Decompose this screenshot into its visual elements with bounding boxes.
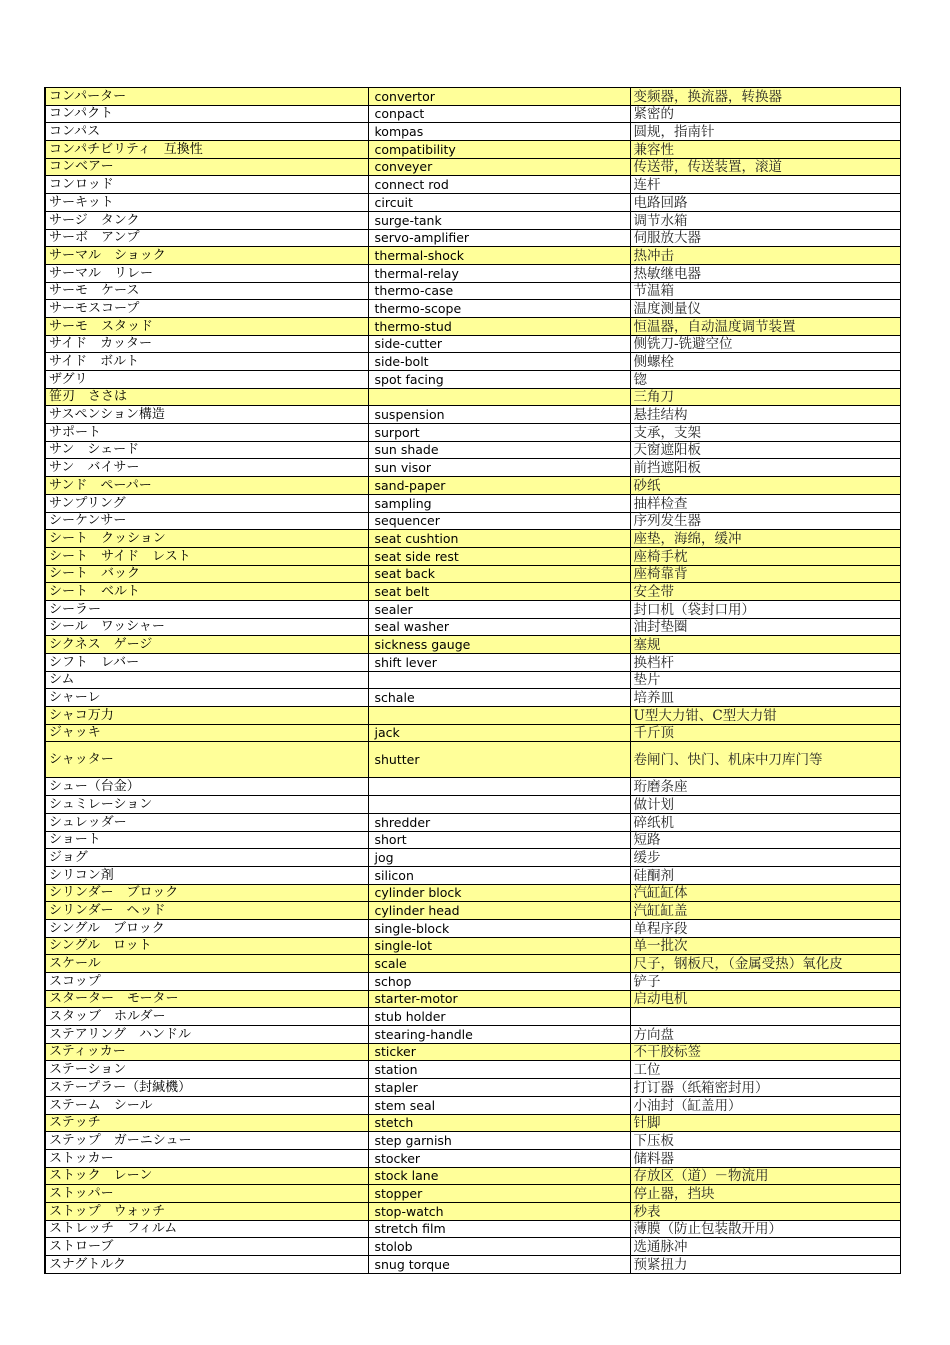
chinese-term-cell: 恒温器，自动温度调节装置 bbox=[630, 317, 900, 335]
table-row bbox=[45, 424, 900, 442]
table-row bbox=[45, 388, 900, 406]
japanese-term-cell: シリンダー ヘッド bbox=[45, 902, 368, 920]
chinese-term-cell: 前挡遮阳板 bbox=[630, 459, 900, 477]
table-row bbox=[45, 1114, 900, 1132]
english-term-cell: single-lot bbox=[368, 937, 630, 955]
chinese-term-cell: 油封垫圈 bbox=[630, 618, 900, 636]
english-term-cell: thermo-case bbox=[368, 282, 630, 300]
english-term-cell bbox=[368, 707, 630, 725]
japanese-term-cell: シュー（台金） bbox=[45, 778, 368, 796]
english-term-cell: jog bbox=[368, 849, 630, 867]
english-term-cell: spot facing bbox=[368, 371, 630, 389]
japanese-term-cell: コンベアー bbox=[45, 158, 368, 176]
chinese-term-cell: 紧密的 bbox=[630, 105, 900, 123]
english-term-cell: kompas bbox=[368, 123, 630, 141]
table-row bbox=[45, 1061, 900, 1079]
table-row bbox=[45, 371, 900, 389]
english-term-cell: sticker bbox=[368, 1043, 630, 1061]
chinese-term-cell: 预紧扭力 bbox=[630, 1256, 900, 1274]
chinese-term-cell bbox=[630, 1008, 900, 1026]
english-term-cell: stretch film bbox=[368, 1220, 630, 1238]
english-term-cell: stub holder bbox=[368, 1008, 630, 1026]
table-row bbox=[45, 955, 900, 973]
japanese-term-cell: スタッブ ホルダー bbox=[45, 1008, 368, 1026]
table-row bbox=[45, 176, 900, 194]
english-term-cell: suspension bbox=[368, 406, 630, 424]
chinese-term-cell: 方向盘 bbox=[630, 1026, 900, 1044]
japanese-term-cell: サーキット bbox=[45, 194, 368, 212]
chinese-term-cell: 兼容性 bbox=[630, 141, 900, 159]
chinese-term-cell: 座垫，海绵，缓冲 bbox=[630, 530, 900, 548]
chinese-term-cell: 工位 bbox=[630, 1061, 900, 1079]
english-term-cell: shift lever bbox=[368, 654, 630, 672]
chinese-term-cell: U型大力钳、C型大力钳 bbox=[630, 707, 900, 725]
english-term-cell: stopper bbox=[368, 1185, 630, 1203]
chinese-term-cell: 汽缸缸体 bbox=[630, 884, 900, 902]
japanese-term-cell: コンパーター bbox=[45, 88, 368, 106]
table-row bbox=[45, 724, 900, 742]
english-term-cell: thermal-shock bbox=[368, 247, 630, 265]
english-term-cell: conveyer bbox=[368, 158, 630, 176]
chinese-term-cell: 打订器（纸箱密封用） bbox=[630, 1079, 900, 1097]
english-term-cell: stop-watch bbox=[368, 1202, 630, 1220]
table-row bbox=[45, 1167, 900, 1185]
chinese-term-cell: 热冲击 bbox=[630, 247, 900, 265]
japanese-term-cell: サーマル リレー bbox=[45, 264, 368, 282]
japanese-term-cell: サン バイサー bbox=[45, 459, 368, 477]
english-term-cell: stocker bbox=[368, 1149, 630, 1167]
english-term-cell: surge-tank bbox=[368, 211, 630, 229]
english-term-cell bbox=[368, 796, 630, 814]
japanese-term-cell: ステッチ bbox=[45, 1114, 368, 1132]
japanese-term-cell: シャーレ bbox=[45, 689, 368, 707]
table-row bbox=[45, 406, 900, 424]
japanese-term-cell: スティッカー bbox=[45, 1043, 368, 1061]
table-row bbox=[45, 512, 900, 530]
table-row bbox=[45, 229, 900, 247]
japanese-term-cell: ショート bbox=[45, 831, 368, 849]
english-term-cell: sun visor bbox=[368, 459, 630, 477]
japanese-term-cell: シール ワッシャー bbox=[45, 618, 368, 636]
chinese-term-cell: 储料器 bbox=[630, 1149, 900, 1167]
chinese-term-cell: 节温箱 bbox=[630, 282, 900, 300]
chinese-term-cell: 珩磨条座 bbox=[630, 778, 900, 796]
japanese-term-cell: コンパス bbox=[45, 123, 368, 141]
japanese-term-cell: スナグトルク bbox=[45, 1256, 368, 1274]
table-row bbox=[45, 1185, 900, 1203]
japanese-term-cell: サイド ボルト bbox=[45, 353, 368, 371]
chinese-term-cell: 卷闸门、快门、机床中刀库门等 bbox=[630, 742, 900, 778]
japanese-term-cell: サーモ ケース bbox=[45, 282, 368, 300]
chinese-term-cell: 调节水箱 bbox=[630, 211, 900, 229]
english-term-cell: circuit bbox=[368, 194, 630, 212]
japanese-term-cell: シート サイド レスト bbox=[45, 547, 368, 565]
table-row bbox=[45, 317, 900, 335]
table-row bbox=[45, 866, 900, 884]
table-row bbox=[45, 1026, 900, 1044]
chinese-term-cell: 存放区（道）－物流用 bbox=[630, 1167, 900, 1185]
english-term-cell: cylinder head bbox=[368, 902, 630, 920]
japanese-term-cell: サーモスコープ bbox=[45, 300, 368, 318]
japanese-term-cell: ステープラー（封緘機） bbox=[45, 1079, 368, 1097]
table-row bbox=[45, 600, 900, 618]
english-term-cell: seal washer bbox=[368, 618, 630, 636]
chinese-term-cell: 停止器，挡块 bbox=[630, 1185, 900, 1203]
english-term-cell: conpact bbox=[368, 105, 630, 123]
chinese-term-cell: 天窗遮阳板 bbox=[630, 441, 900, 459]
japanese-term-cell: サーマル ショック bbox=[45, 247, 368, 265]
japanese-term-cell: サンプリング bbox=[45, 494, 368, 512]
english-term-cell: compatibility bbox=[368, 141, 630, 159]
chinese-term-cell: 针脚 bbox=[630, 1114, 900, 1132]
english-term-cell: sand-paper bbox=[368, 477, 630, 495]
table-row bbox=[45, 494, 900, 512]
japanese-term-cell: スコップ bbox=[45, 973, 368, 991]
table-row bbox=[45, 353, 900, 371]
english-term-cell bbox=[368, 778, 630, 796]
chinese-term-cell: 三角刀 bbox=[630, 388, 900, 406]
chinese-term-cell: 侧铣刀-铣避空位 bbox=[630, 335, 900, 353]
japanese-term-cell: ストッカー bbox=[45, 1149, 368, 1167]
chinese-term-cell: 换档杆 bbox=[630, 654, 900, 672]
english-term-cell: shutter bbox=[368, 742, 630, 778]
english-term-cell: sickness gauge bbox=[368, 636, 630, 654]
chinese-term-cell: 座椅手枕 bbox=[630, 547, 900, 565]
table-row bbox=[45, 1043, 900, 1061]
english-term-cell: stem seal bbox=[368, 1096, 630, 1114]
english-term-cell: jack bbox=[368, 724, 630, 742]
table-row bbox=[45, 530, 900, 548]
table-row bbox=[45, 335, 900, 353]
english-term-cell: single-block bbox=[368, 919, 630, 937]
chinese-term-cell: 短路 bbox=[630, 831, 900, 849]
chinese-term-cell: 缓步 bbox=[630, 849, 900, 867]
table-row bbox=[45, 247, 900, 265]
english-term-cell: thermo-stud bbox=[368, 317, 630, 335]
english-term-cell: stolob bbox=[368, 1238, 630, 1256]
table-row bbox=[45, 742, 900, 778]
chinese-term-cell: 圆规，指南针 bbox=[630, 123, 900, 141]
table-row bbox=[45, 1079, 900, 1097]
table-row bbox=[45, 211, 900, 229]
table-row bbox=[45, 919, 900, 937]
japanese-term-cell: サーボ アンプ bbox=[45, 229, 368, 247]
chinese-term-cell: 变频器，换流器，转换器 bbox=[630, 88, 900, 106]
table-row bbox=[45, 1149, 900, 1167]
english-term-cell: side-bolt bbox=[368, 353, 630, 371]
table-row bbox=[45, 300, 900, 318]
japanese-term-cell: コンパクト bbox=[45, 105, 368, 123]
japanese-term-cell: シクネス ゲージ bbox=[45, 636, 368, 654]
table-row bbox=[45, 88, 900, 106]
chinese-term-cell: 序列发生器 bbox=[630, 512, 900, 530]
table-row bbox=[45, 123, 900, 141]
english-term-cell: thermal-relay bbox=[368, 264, 630, 282]
table-row bbox=[45, 547, 900, 565]
english-term-cell: snug torque bbox=[368, 1256, 630, 1274]
japanese-term-cell: ストック レーン bbox=[45, 1167, 368, 1185]
chinese-term-cell: 薄膜（防止包装散开用） bbox=[630, 1220, 900, 1238]
english-term-cell: sequencer bbox=[368, 512, 630, 530]
table-row bbox=[45, 831, 900, 849]
chinese-term-cell: 热敏继电器 bbox=[630, 264, 900, 282]
japanese-term-cell: シーラー bbox=[45, 600, 368, 618]
chinese-term-cell: 塞规 bbox=[630, 636, 900, 654]
table-row bbox=[45, 1256, 900, 1274]
english-term-cell: station bbox=[368, 1061, 630, 1079]
english-term-cell: seat belt bbox=[368, 583, 630, 601]
english-term-cell: scale bbox=[368, 955, 630, 973]
table-row bbox=[45, 105, 900, 123]
english-term-cell: stetch bbox=[368, 1114, 630, 1132]
japanese-term-cell: ストローブ bbox=[45, 1238, 368, 1256]
table-row bbox=[45, 477, 900, 495]
table-row bbox=[45, 902, 900, 920]
table-row bbox=[45, 158, 900, 176]
chinese-term-cell: 小油封（缸盖用） bbox=[630, 1096, 900, 1114]
japanese-term-cell: ステーム シール bbox=[45, 1096, 368, 1114]
japanese-term-cell: シート クッション bbox=[45, 530, 368, 548]
table-row bbox=[45, 459, 900, 477]
chinese-term-cell: 支承，支架 bbox=[630, 424, 900, 442]
english-term-cell: shredder bbox=[368, 813, 630, 831]
japanese-term-cell: シングル ロット bbox=[45, 937, 368, 955]
english-term-cell: schop bbox=[368, 973, 630, 991]
chinese-term-cell: 做计划 bbox=[630, 796, 900, 814]
chinese-term-cell: 铲子 bbox=[630, 973, 900, 991]
chinese-term-cell: 单程序段 bbox=[630, 919, 900, 937]
table-row bbox=[45, 671, 900, 689]
japanese-term-cell: シングル ブロック bbox=[45, 919, 368, 937]
table-row bbox=[45, 1132, 900, 1150]
japanese-term-cell: ステアリング ハンドル bbox=[45, 1026, 368, 1044]
chinese-term-cell: 汽缸缸盖 bbox=[630, 902, 900, 920]
japanese-term-cell: スターター モーター bbox=[45, 990, 368, 1008]
chinese-term-cell: 下压板 bbox=[630, 1132, 900, 1150]
table-row bbox=[45, 707, 900, 725]
table-row bbox=[45, 849, 900, 867]
japanese-term-cell: サイド カッター bbox=[45, 335, 368, 353]
japanese-term-cell: スケール bbox=[45, 955, 368, 973]
japanese-term-cell: シュレッダー bbox=[45, 813, 368, 831]
chinese-term-cell: 硅酮剂 bbox=[630, 866, 900, 884]
english-term-cell: sun shade bbox=[368, 441, 630, 459]
glossary-body bbox=[45, 88, 900, 1274]
table-row bbox=[45, 654, 900, 672]
chinese-term-cell: 连杆 bbox=[630, 176, 900, 194]
english-term-cell: starter-motor bbox=[368, 990, 630, 1008]
table-row bbox=[45, 689, 900, 707]
english-term-cell: seat cushtion bbox=[368, 530, 630, 548]
chinese-term-cell: 尺子，钢板尺，（金属受热）氧化皮 bbox=[630, 955, 900, 973]
japanese-term-cell: ステーション bbox=[45, 1061, 368, 1079]
chinese-term-cell: 座椅靠背 bbox=[630, 565, 900, 583]
english-term-cell: cylinder block bbox=[368, 884, 630, 902]
japanese-term-cell: サージ タンク bbox=[45, 211, 368, 229]
chinese-term-cell: 碎纸机 bbox=[630, 813, 900, 831]
table-row bbox=[45, 796, 900, 814]
table-row bbox=[45, 973, 900, 991]
japanese-term-cell: サポート bbox=[45, 424, 368, 442]
chinese-term-cell: 安全带 bbox=[630, 583, 900, 601]
english-term-cell: connect rod bbox=[368, 176, 630, 194]
chinese-term-cell: 封口机（袋封口用） bbox=[630, 600, 900, 618]
chinese-term-cell: 启动电机 bbox=[630, 990, 900, 1008]
english-term-cell: stock lane bbox=[368, 1167, 630, 1185]
chinese-term-cell: 锪 bbox=[630, 371, 900, 389]
table-row bbox=[45, 1238, 900, 1256]
table-row bbox=[45, 1202, 900, 1220]
japanese-term-cell: サスペンション構造 bbox=[45, 406, 368, 424]
table-row bbox=[45, 441, 900, 459]
chinese-term-cell: 垫片 bbox=[630, 671, 900, 689]
chinese-term-cell: 侧螺栓 bbox=[630, 353, 900, 371]
japanese-term-cell: ストッパー bbox=[45, 1185, 368, 1203]
table-row bbox=[45, 990, 900, 1008]
japanese-term-cell: サンド ペーパー bbox=[45, 477, 368, 495]
glossary-table bbox=[44, 87, 901, 1274]
table-row bbox=[45, 583, 900, 601]
english-term-cell: side-cutter bbox=[368, 335, 630, 353]
english-term-cell: sealer bbox=[368, 600, 630, 618]
japanese-term-cell: シャッター bbox=[45, 742, 368, 778]
japanese-term-cell: シリコン剤 bbox=[45, 866, 368, 884]
table-row bbox=[45, 1220, 900, 1238]
japanese-term-cell: シム bbox=[45, 671, 368, 689]
chinese-term-cell: 砂纸 bbox=[630, 477, 900, 495]
japanese-term-cell: シーケンサー bbox=[45, 512, 368, 530]
table-row bbox=[45, 636, 900, 654]
japanese-term-cell: シリンダー ブロック bbox=[45, 884, 368, 902]
english-term-cell bbox=[368, 388, 630, 406]
english-term-cell: stapler bbox=[368, 1079, 630, 1097]
table-row bbox=[45, 194, 900, 212]
table-row bbox=[45, 884, 900, 902]
chinese-term-cell: 选通脉冲 bbox=[630, 1238, 900, 1256]
chinese-term-cell: 培养皿 bbox=[630, 689, 900, 707]
english-term-cell: schale bbox=[368, 689, 630, 707]
japanese-term-cell: ジャッキ bbox=[45, 724, 368, 742]
japanese-term-cell: ストップ ウォッチ bbox=[45, 1202, 368, 1220]
chinese-term-cell: 悬挂结构 bbox=[630, 406, 900, 424]
english-term-cell: short bbox=[368, 831, 630, 849]
english-term-cell: stearing-handle bbox=[368, 1026, 630, 1044]
table-row bbox=[45, 618, 900, 636]
japanese-term-cell: 笹刃 ささは bbox=[45, 388, 368, 406]
english-term-cell: step garnish bbox=[368, 1132, 630, 1150]
chinese-term-cell: 不干胶标签 bbox=[630, 1043, 900, 1061]
english-term-cell bbox=[368, 671, 630, 689]
english-term-cell: silicon bbox=[368, 866, 630, 884]
japanese-term-cell: ジョグ bbox=[45, 849, 368, 867]
japanese-term-cell: シート バック bbox=[45, 565, 368, 583]
table-row bbox=[45, 937, 900, 955]
english-term-cell: convertor bbox=[368, 88, 630, 106]
chinese-term-cell: 电路回路 bbox=[630, 194, 900, 212]
chinese-term-cell: 秒表 bbox=[630, 1202, 900, 1220]
english-term-cell: thermo-scope bbox=[368, 300, 630, 318]
table-row bbox=[45, 1096, 900, 1114]
english-term-cell: sampling bbox=[368, 494, 630, 512]
table-row bbox=[45, 813, 900, 831]
japanese-term-cell: ザグリ bbox=[45, 371, 368, 389]
chinese-term-cell: 单一批次 bbox=[630, 937, 900, 955]
english-term-cell: seat back bbox=[368, 565, 630, 583]
japanese-term-cell: ストレッチ フィルム bbox=[45, 1220, 368, 1238]
japanese-term-cell: コンパチビリティ 互換性 bbox=[45, 141, 368, 159]
japanese-term-cell: シュミレーション bbox=[45, 796, 368, 814]
english-term-cell: surport bbox=[368, 424, 630, 442]
table-row bbox=[45, 565, 900, 583]
chinese-term-cell: 伺服放大器 bbox=[630, 229, 900, 247]
table-row bbox=[45, 778, 900, 796]
chinese-term-cell: 传送带，传送装置，滚道 bbox=[630, 158, 900, 176]
japanese-term-cell: シート ベルト bbox=[45, 583, 368, 601]
japanese-term-cell: コンロッド bbox=[45, 176, 368, 194]
chinese-term-cell: 千斤顶 bbox=[630, 724, 900, 742]
japanese-term-cell: ステップ ガーニシュー bbox=[45, 1132, 368, 1150]
japanese-term-cell: シフト レバー bbox=[45, 654, 368, 672]
english-term-cell: servo-amplifier bbox=[368, 229, 630, 247]
japanese-term-cell: サン シェード bbox=[45, 441, 368, 459]
english-term-cell: seat side rest bbox=[368, 547, 630, 565]
table-row bbox=[45, 264, 900, 282]
table-row bbox=[45, 141, 900, 159]
chinese-term-cell: 温度测量仪 bbox=[630, 300, 900, 318]
japanese-term-cell: サーモ スタッド bbox=[45, 317, 368, 335]
table-row bbox=[45, 282, 900, 300]
japanese-term-cell: シャコ万力 bbox=[45, 707, 368, 725]
chinese-term-cell: 抽样检查 bbox=[630, 494, 900, 512]
table-row bbox=[45, 1008, 900, 1026]
